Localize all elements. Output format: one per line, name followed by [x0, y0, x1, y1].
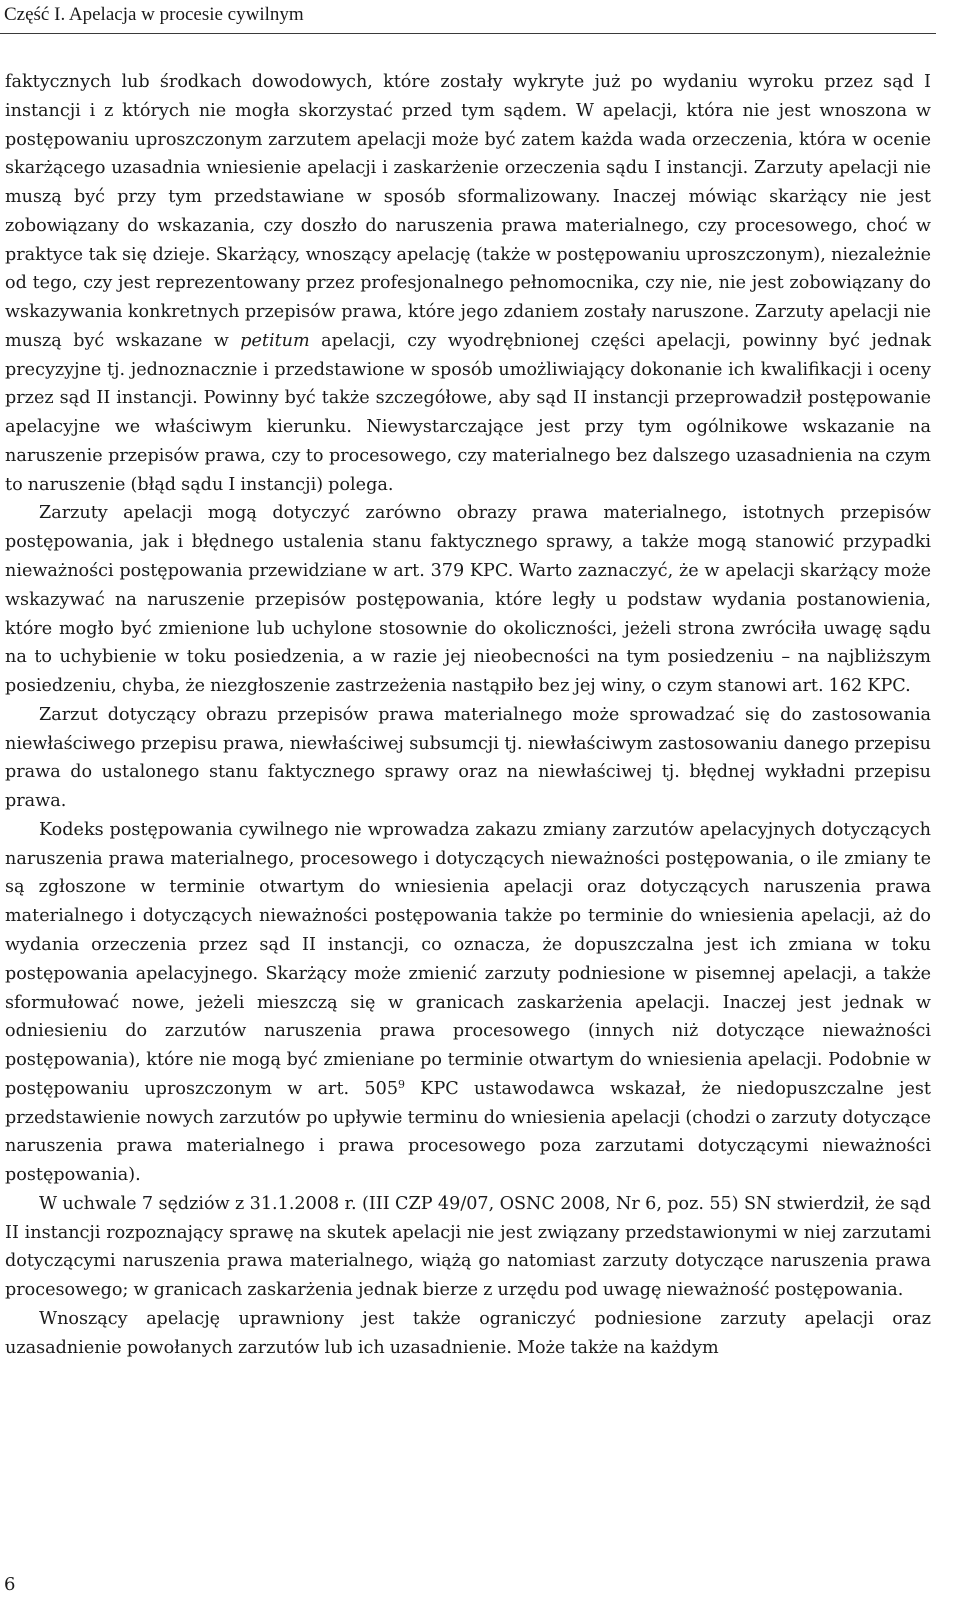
- body-text: [5, 68, 931, 1362]
- paragraph: Zarzut dotyczący obrazu przepisów prawa materialnego może sprowadzać się do zastosowania niewłaściwego przepisu prawa, niewłaściwej subsumcji tj. niewłaściwym zastosowaniu danego przepisu prawa do ustalonego stanu faktycznego sprawy oraz na niewłaściwej tj. błędnej wykładni przepisu prawa.: [5, 704, 931, 812]
- header-rule: [0, 33, 936, 34]
- paragraph: W uchwale 7 sędziów z 31.1.2008 r. (III CZP 49/07, OSNC 2008, Nr 6, poz. 55) SN stwierdził, że sąd II instancji rozpoznający sprawę na skutek apelacji nie jest związany przedstawionymi w niej zarzutami dotyczącymi naruszenia prawa materialnego, wiążą go natomiast zarzuty dotyczące naruszenia prawa procesowego; w granicach zaskarżenia jednak bierze z urzędu pod uwagę nieważność postępowania.: [5, 1193, 931, 1301]
- italic-term: petitum: [240, 330, 310, 351]
- paragraph: Wnoszący apelację uprawniony jest także ograniczyć podniesione zarzuty apelacji oraz uzasadnienie powołanych zarzutów lub ich uzasadnienie. Może także na każdym: [5, 1308, 931, 1358]
- page-number: 6: [4, 1574, 16, 1595]
- paragraph: Zarzuty apelacji mogą dotyczyć zarówno obrazy prawa materialnego, istotnych przepisów postępowania, jak i błędnego ustalenia stanu faktycznego sprawy, a także mogą stanowić przypadki nieważności postępowania przewidziane w art. 379 KPC. Warto zaznaczyć, że w apelacji skarżący może wskazywać na naruszenie przepisów postępowania, które legły u podstaw wydania postanowienia, które mogło być zmienione lub uchylone stosownie do okoliczności, jeżeli strona zwróciła uwagę sądu na to uchybienie w toku posiedzenia, a w razie jej nieobecności na tym posiedzeniu – na najbliższym posiedzeniu, chyba, że niezgłoszenie zastrzeżenia nastąpiło bez jej winy, o czym stanowi art. 162 KPC.: [5, 503, 931, 697]
- paragraph-text: apelacji, czy wyodrębnionej części apelacji, powinny być jednak precyzyjne tj. jednoznacznie i przedstawione w sposób umożliwiający dokonanie ich kwalifikacji i oceny przez sąd II instancji. Powinny być także szczegółowe, aby sąd II instancji przeprowadził postępowanie apelacyjne we właściwym kierunku. Niewystarczające jest przy tym ogólnikowe wskazanie na naruszenie przepisów prawa, czy to procesowego, czy materialnego bez dalszego uzasadnienia na czym to naruszenie (błąd sądu I instancji) polega.: [5, 330, 931, 495]
- paragraph: [5, 816, 931, 1190]
- paragraph-text: faktycznych lub środkach dowodowych, które zostały wykryte już po wydaniu wyroku przez sąd I instancji i z których nie mogła skorzystać przed tym sądem. W apelacji, która nie jest wnoszona w postępowaniu uproszczonym zarzutem apelacji może być zatem każda wada orzeczenia, która w ocenie skarżącego uzasadnia wniesienie apelacji i zaskarżenie orzeczenia sądu I instancji. Zarzuty apelacji nie muszą być przy tym przedstawiane w sposób sformalizowany. Inaczej mówiąc skarżący nie jest zobowiązany do wskazania, czy doszło do naruszenia prawa materialnego, czy procesowego, choć w praktyce tak się dzieje. Skarżący, wnoszący apelację (także w postępowaniu uproszczonym), niezależnie od tego, czy jest reprezentowany przez profesjonalnego pełnomocnika, czy nie, nie jest zobowiązany do wskazywania konkretnych przepisów prawa, które jego zdaniem zostały naruszone. Zarzuty apelacji nie muszą być wskazane w: [5, 72, 931, 351]
- running-header: Część I. Apelacja w procesie cywilnym: [4, 4, 304, 25]
- superscript: 9: [398, 1077, 406, 1091]
- paragraph-text: KPC ustawodawca wskazał, że niedopuszczalne jest przedstawienie nowych zarzutów po upływie terminu do wniesienia apelacji (chodzi o zarzuty dotyczące naruszenia prawa materialnego i prawa procesowego poza zarzutami dotyczącymi nieważności postępowania).: [5, 1078, 931, 1186]
- paragraph-continued: [5, 68, 931, 499]
- paragraph-text: Kodeks postępowania cywilnego nie wprowadza zakazu zmiany zarzutów apelacyjnych dotyczących naruszenia prawa materialnego, procesowego i dotyczących nieważności postępowania, o ile zmiany te są zgłoszone w terminie otwartym do wniesienia apelacji oraz dotyczących naruszenia prawa materialnego i dotyczących nieważności postępowania także po terminie do wniesienia apelacji, aż do wydania orzeczenia przez sąd II instancji, co oznacza, że dopuszczalna jest ich zmiana w toku postępowania apelacyjnego. Skarżący może zmienić zarzuty podniesione w pisemnej apelacji, a także sformułować nowe, jeżeli mieszczą się w granicach zaskarżenia apelacji. Inaczej jest jednak w odniesieniu do zarzutów naruszenia prawa procesowego (innych niż dotyczące nieważności postępowania), które nie mogą być zmieniane po terminie otwartym do wniesienia apelacji. Podobnie w postępowaniu uproszczonym w art. 505: [5, 819, 931, 1099]
